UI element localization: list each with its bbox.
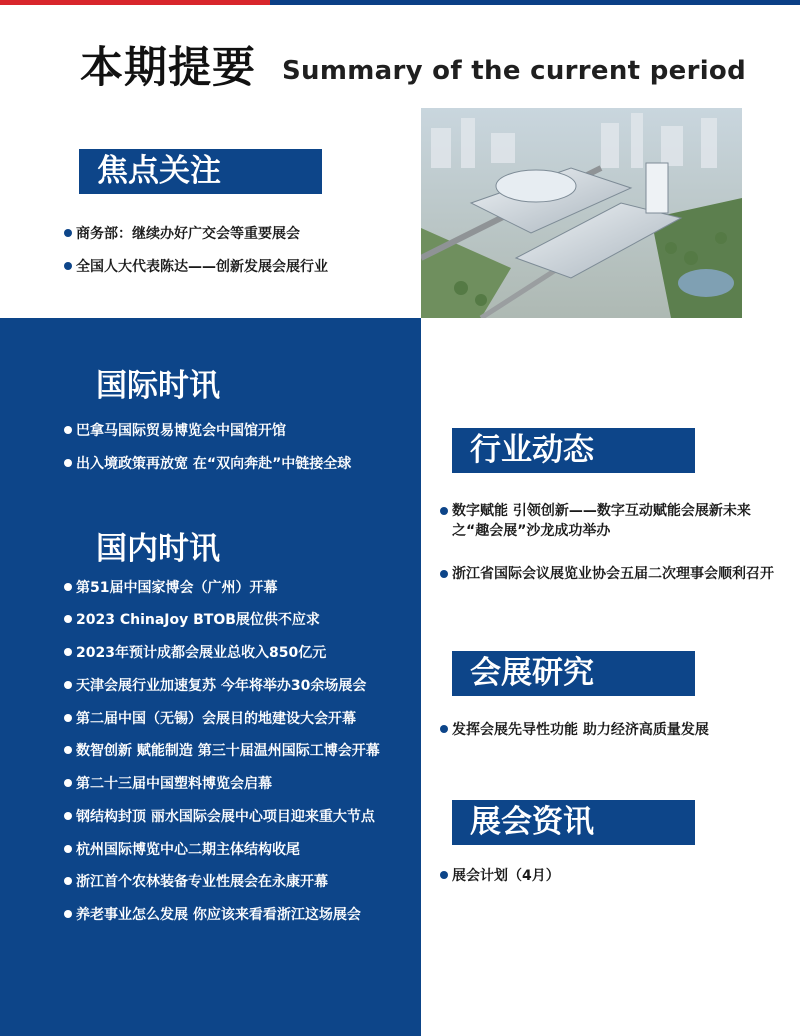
bullet-icon <box>64 229 72 237</box>
list-item[interactable]: 数智创新 赋能制造 第三十届温州国际工博会开幕 <box>64 741 380 761</box>
section-heading-research: 会展研究 <box>452 651 695 696</box>
list-item[interactable]: 全国人大代表陈达——创新发展会展行业 <box>64 257 328 277</box>
bullet-icon <box>64 262 72 270</box>
list-item[interactable]: 第二届中国（无锡）会展目的地建设大会开幕 <box>64 709 356 729</box>
bullet-icon <box>440 507 448 515</box>
list-item[interactable]: 发挥会展先导性功能 助力经济高质量发展 <box>440 720 709 740</box>
top-accent-blue <box>270 0 800 5</box>
list-item[interactable]: 出入境政策再放宽 在“双向奔赴”中链接全球 <box>64 454 351 474</box>
list-item[interactable]: 2023 ChinaJoy BTOB展位供不应求 <box>64 610 320 630</box>
list-item[interactable]: 商务部：继续办好广交会等重要展会 <box>64 224 300 244</box>
page-subtitle: Summary of the current period <box>282 56 746 86</box>
list-item[interactable]: 钢结构封顶 丽水国际会展中心项目迎来重大节点 <box>64 807 375 827</box>
section-heading-international: 国际时讯 <box>96 368 220 404</box>
list-item[interactable]: 巴拿马国际贸易博览会中国馆开馆 <box>64 421 286 441</box>
section-heading-industry: 行业动态 <box>452 428 695 473</box>
bullet-icon <box>64 877 72 885</box>
bullet-icon <box>64 714 72 722</box>
bullet-icon <box>64 845 72 853</box>
bullet-icon <box>64 812 72 820</box>
list-item[interactable]: 第二十三届中国塑料博览会启幕 <box>64 774 272 794</box>
list-item[interactable]: 浙江首个农林装备专业性展会在永康开幕 <box>64 872 328 892</box>
bullet-icon <box>64 426 72 434</box>
page-title: 本期提要 <box>80 43 256 93</box>
bullet-icon <box>64 746 72 754</box>
bullet-icon <box>440 871 448 879</box>
section-heading-exhibition-info: 展会资讯 <box>452 800 695 845</box>
list-item[interactable]: 数字赋能 引领创新——数字互动赋能会展新未来之“趣会展”沙龙成功举办 <box>440 501 775 541</box>
list-item[interactable]: 杭州国际博览中心二期主体结构收尾 <box>64 840 300 860</box>
list-item[interactable]: 养老事业怎么发展 你应该来看看浙江这场展会 <box>64 905 361 925</box>
bullet-icon <box>64 779 72 787</box>
section-heading-focus: 焦点关注 <box>79 149 322 194</box>
bullet-icon <box>64 648 72 656</box>
list-item[interactable]: 浙江省国际会议展览业协会五届二次理事会顺利召开 <box>440 564 775 584</box>
list-item[interactable]: 第51届中国家博会（广州）开幕 <box>64 578 277 598</box>
bullet-icon <box>440 725 448 733</box>
bullet-icon <box>440 570 448 578</box>
bullet-icon <box>64 583 72 591</box>
list-item[interactable]: 天津会展行业加速复苏 今年将举办30余场展会 <box>64 676 366 696</box>
exhibition-center-photo <box>421 108 742 318</box>
section-heading-domestic: 国内时讯 <box>96 531 220 567</box>
bullet-icon <box>64 459 72 467</box>
bullet-icon <box>64 910 72 918</box>
bullet-icon <box>64 681 72 689</box>
bullet-icon <box>64 615 72 623</box>
top-accent-red <box>0 0 270 5</box>
list-item[interactable]: 2023年预计成都会展业总收入850亿元 <box>64 643 326 663</box>
list-item[interactable]: 展会计划（4月） <box>440 866 560 886</box>
